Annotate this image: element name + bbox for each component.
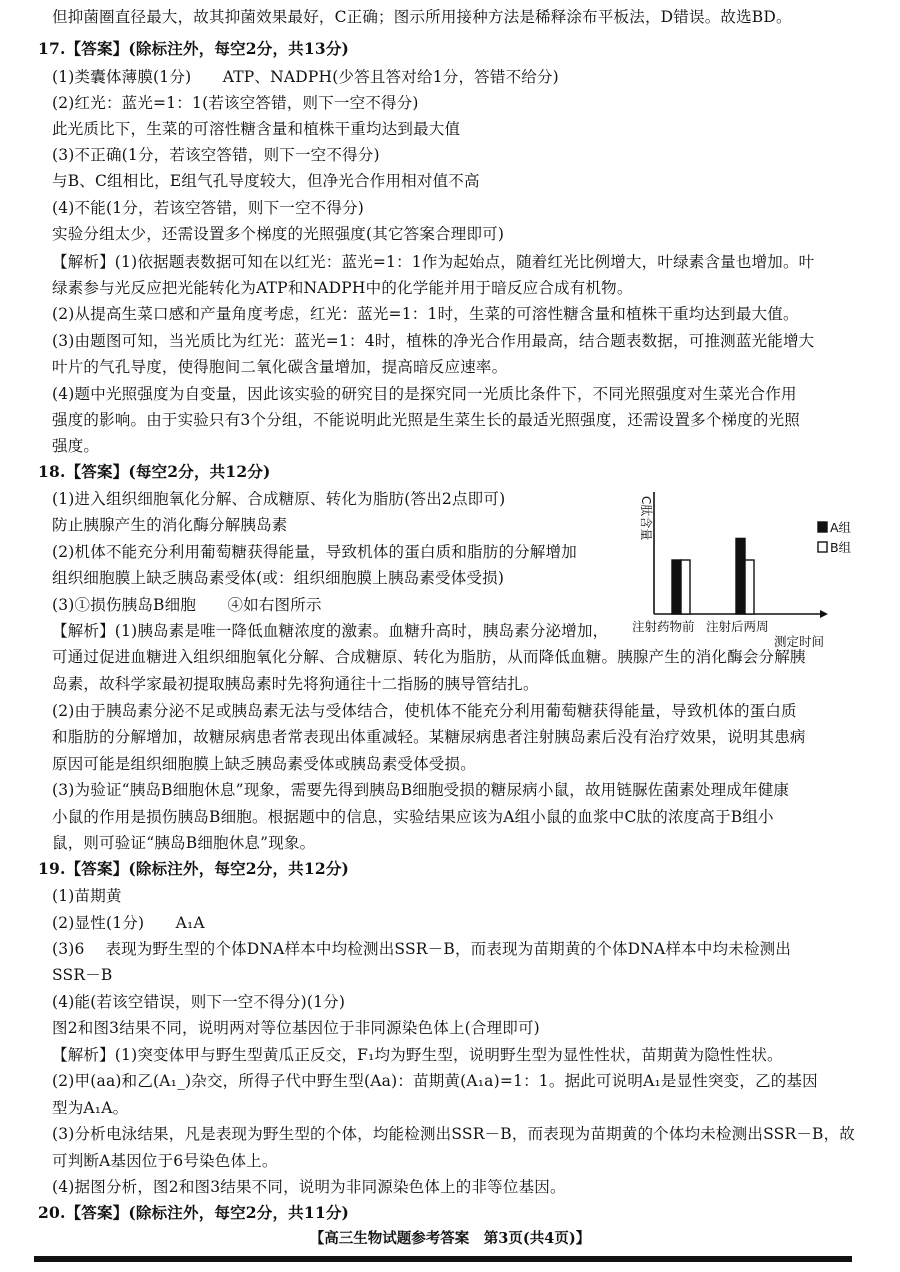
x-axis-arrow	[820, 610, 828, 618]
analysis-line: 绿素参与光反应把光能转化为ATP和NADPH中的化学能并用于暗反应合成有机物。	[52, 279, 633, 297]
legend-swatch	[818, 542, 827, 552]
analysis-line: (2)从提高生菜口感和产量角度考虑，红光：蓝光=1：1时，生菜的可溶性糖含量和植株干重均达到最大值。	[52, 305, 799, 323]
text-line: (1)进入组织细胞氧化分解、合成糖原、转化为脂肪(答出2点即可)	[52, 490, 506, 508]
text-line: (2)红光：蓝光=1：1(若该空答错，则下一空不得分)	[52, 94, 419, 112]
text-line: 图2和图3结果不同，说明两对等位基因位于非同源染色体上(合理即可)	[52, 1019, 540, 1037]
legend-label: A组	[830, 520, 852, 535]
footer-rule	[34, 1256, 852, 1262]
question-20-heading: 20.【答案】(除标注外，每空2分，共11分)	[38, 1203, 350, 1222]
analysis-line: 鼠，则可验证“胰岛B细胞休息”现象。	[52, 834, 316, 852]
analysis-line: 叶片的气孔导度，使得胞间二氧化碳含量增加，提高暗反应速率。	[52, 358, 508, 376]
text-line: 实验分组太少，还需设置多个梯度的光照强度(其它答案合理即可)	[52, 225, 505, 243]
c-peptide-bar-chart	[628, 488, 868, 653]
analysis-line: (2)甲(aa)和乙(A₁_)杂交，所得子代中野生型(Aa)：苗期黄(A₁a)=1：1。据此可说明A₁是显性突变，乙的基因	[52, 1072, 818, 1090]
analysis-line: 岛素，故科学家最初提取胰岛素时先将狗通往十二指肠的胰导管结扎。	[52, 675, 539, 693]
analysis-line: 小鼠的作用是损伤胰岛B细胞。根据题中的信息，实验结果应该为A组小鼠的血浆中C肽的浓度高于B组小	[52, 808, 774, 826]
analysis-line: (4)题中光照强度为自变量，因此该实验的研究目的是探究同一光质比条件下，不同光照强度对生菜光合作用	[52, 385, 797, 403]
text-line: (4)能(若该空错误，则下一空不得分)(1分)	[52, 993, 346, 1011]
analysis-line: (3)为验证“胰岛B细胞休息”现象，需要先得到胰岛B细胞受损的糖尿病小鼠，故用链脲佐菌素处理成年健康	[52, 781, 790, 799]
analysis-line: 和脂肪的分解增加，故糖尿病患者常表现出体重减轻。某糖尿病患者注射胰岛素后没有治疗效果，说明其患病	[52, 728, 806, 746]
question-18-heading: 18.【答案】(每空2分，共12分)	[38, 462, 271, 481]
analysis-line: 强度的影响。由于实验只有3个分组，不能说明此光照是生菜生长的最适光照强度，还需设置多个梯度的光照	[52, 411, 800, 429]
text-line: (3)6 表现为野生型的个体DNA样本中均检测出SSR－B，而表现为苗期黄的个体DNA样本中均未检测出	[52, 940, 792, 958]
analysis-line: 可通过促进血糖进入组织细胞氧化分解、合成糖原、转化为脂肪，从而降低血糖。胰腺产生的消化酶会分解胰	[52, 648, 806, 666]
analysis-line: 【解析】(1)依据题表数据可知在以红光：蓝光=1：1作为起始点，随着红光比例增大，叶绿素含量也增加。叶	[52, 253, 815, 271]
legend-swatch	[818, 522, 827, 532]
analysis-line: 强度。	[52, 437, 100, 455]
x-tick-label: 注射药物前	[632, 619, 695, 634]
text-line: 防止胰腺产生的消化酶分解胰岛素	[52, 516, 288, 534]
text-line: 组织细胞膜上缺乏胰岛素受体(或：组织细胞膜上胰岛素受体受损)	[52, 569, 505, 587]
analysis-line: 【解析】(1)胰岛素是唯一降低血糖浓度的激素。血糖升高时，胰岛素分泌增加，	[52, 622, 609, 640]
text-line: (4)不能(1分，若该空答错，则下一空不得分)	[52, 199, 365, 217]
text-line: 此光质比下，生菜的可溶性糖含量和植株干重均达到最大值	[52, 120, 461, 138]
question-19-heading: 19.【答案】(除标注外，每空2分，共12分)	[38, 859, 350, 878]
page-footer: 【高三生物试题参考答案 第3页(共4页)】	[309, 1230, 591, 1247]
bar-B组-注射药物前	[681, 560, 690, 614]
text-line: (3)①损伤胰岛B细胞 ④如右图所示	[52, 596, 322, 614]
text-line: 与B、C组相比，E组气孔导度较大，但净光合作用相对值不高	[52, 172, 480, 190]
text-line: (3)不正确(1分，若该空答错，则下一空不得分)	[52, 146, 380, 164]
text-line: (2)机体不能充分利用葡萄糖获得能量，导致机体的蛋白质和脂肪的分解增加	[52, 543, 577, 561]
bar-A组-注射药物前	[672, 560, 681, 614]
x-tick-label: 注射后两周	[706, 619, 769, 634]
legend-label: B组	[830, 540, 852, 555]
analysis-line: 原因可能是组织细胞膜上缺乏胰岛素受体或胰岛素受体受损。	[52, 755, 476, 773]
bar-A组-注射后两周	[736, 538, 745, 614]
analysis-line: 【解析】(1)突变体甲与野生型黄瓜正反交，F₁均为野生型，说明野生型为显性性状，苗期黄为隐性性状。	[52, 1046, 783, 1064]
analysis-line: (3)分析电泳结果，凡是表现为野生型的个体，均能检测出SSR－B，而表现为苗期黄的个体均未检测出SSR－B，故	[52, 1125, 856, 1143]
y-axis-label: C肽含量	[639, 496, 653, 541]
x-axis-label: 测定时间	[774, 634, 825, 649]
text-line: (1)类囊体薄膜(1分) ATP、NADPH(少答且答对给1分，答错不给分)	[52, 68, 559, 86]
question-17-heading: 17.【答案】(除标注外，每空2分，共13分)	[38, 39, 350, 58]
bar-B组-注射后两周	[745, 560, 754, 614]
analysis-line: (2)由于胰岛素分泌不足或胰岛素无法与受体结合，使机体不能充分利用葡萄糖获得能量，导致机体的蛋白质	[52, 702, 797, 720]
text-line: SSR－B	[52, 966, 113, 984]
analysis-line: (3)由题图可知，当光质比为红光：蓝光=1：4时，植株的净光合作用最高，结合题表数据，可推测蓝光能增大	[52, 332, 815, 350]
text-line: 但抑菌圈直径最大，故其抑菌效果最好，C正确；图示所用接种方法是稀释涂布平板法，D错误。故选BD。	[52, 8, 792, 26]
text-line: (2)显性(1分) A₁A	[52, 914, 205, 932]
analysis-line: 型为A₁A。	[52, 1099, 129, 1117]
text-line: (1)苗期黄	[52, 887, 122, 905]
analysis-line: 可判断A基因位于6号染色体上。	[52, 1152, 278, 1170]
analysis-line: (4)据图分析，图2和图3结果不同，说明为非同源染色体上的非等位基因。	[52, 1178, 566, 1196]
